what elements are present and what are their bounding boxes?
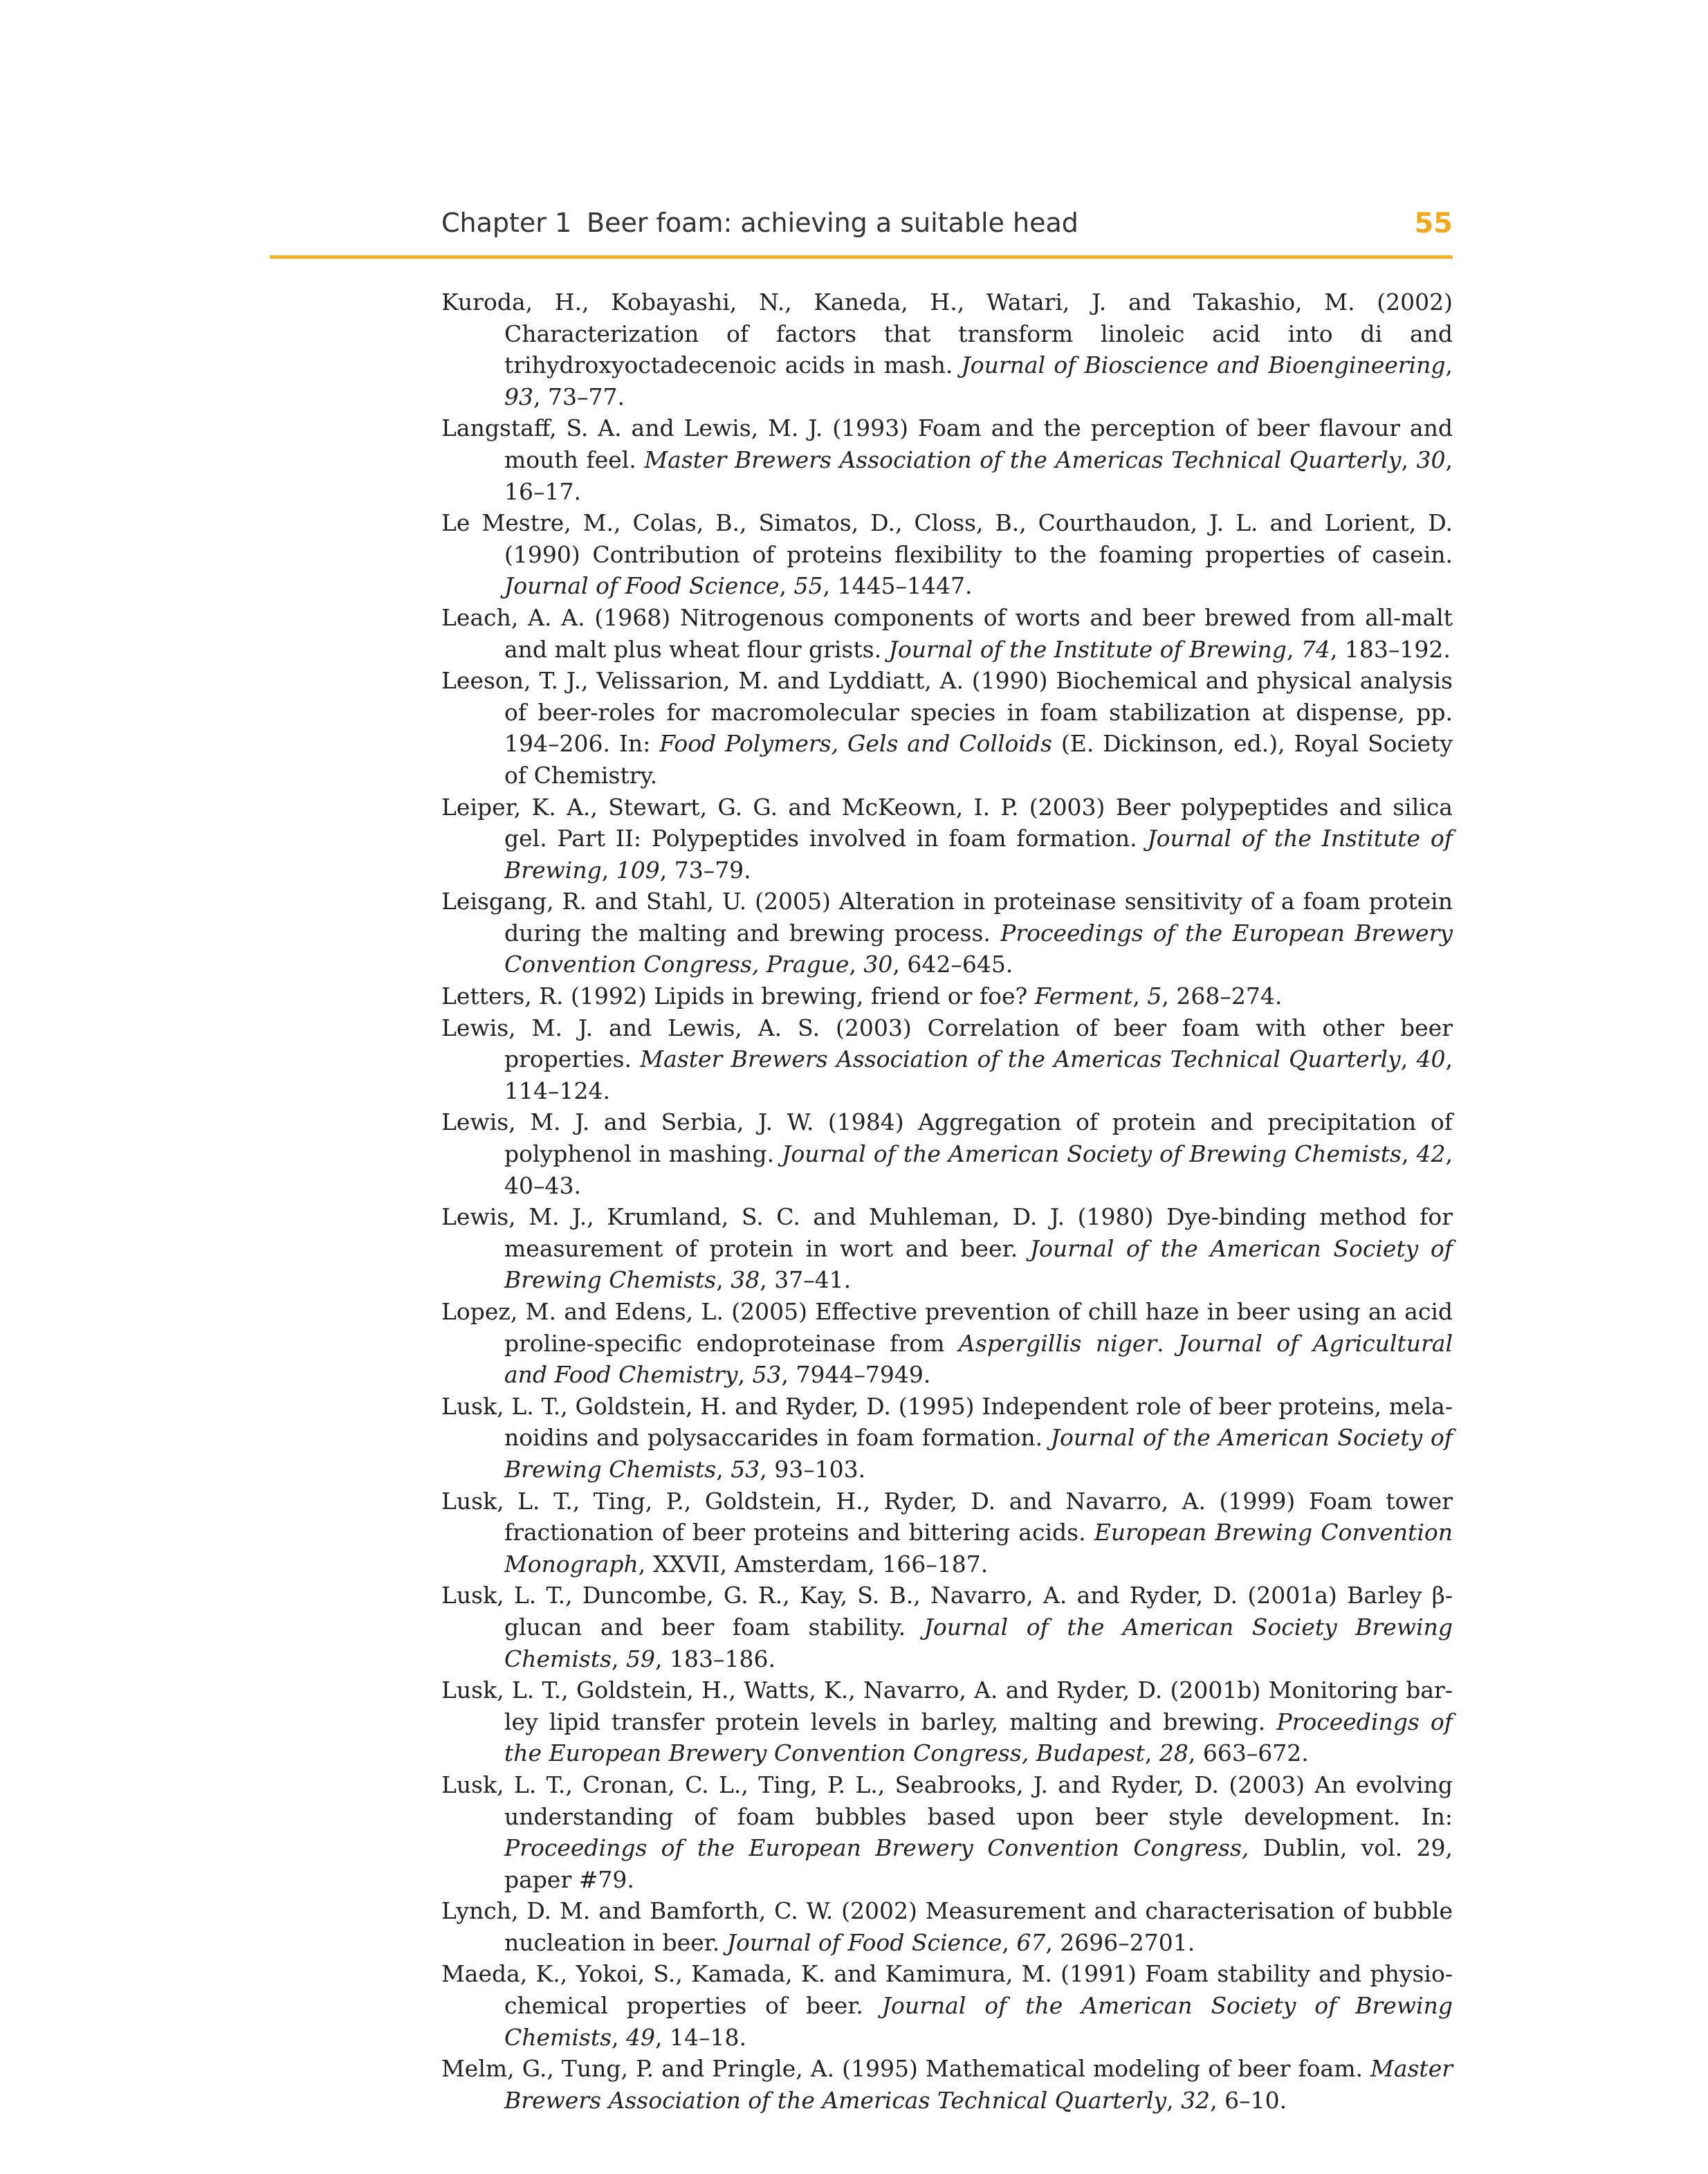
reference-item: Lusk, L. T., Goldstein, H., Watts, K., Navarro, A. and Ryder, D. (2001b) Monitoring barley lipid transfer protein levels in barley, malting and brewing. Proceedings of the European Brewery Convention Congress, Budapest, 28, 663–672. bbox=[441, 1677, 1453, 1767]
reference-item: Lewis, M. J., Krumland, S. C. and Muhleman, D. J. (1980) Dye-binding method for measurement of protein in wort and beer. Journal of the American Society of Brewing Chemists, 38, 37–41. bbox=[441, 1203, 1453, 1294]
reference-item: Melm, G., Tung, P. and Pringle, A. (1995) Mathematical modeling of beer foam. Master Brewers Association of the Americas Technical Quarterly, 32, 6–10. bbox=[441, 2055, 1453, 2114]
reference-list bbox=[441, 286, 1453, 2116]
reference-item: Lusk, L. T., Cronan, C. L., Ting, P. L., Seabrooks, J. and Ryder, D. (2003) An evolving understanding of foam bubbles based upon beer style development. In: Proceedings of the European Brewery Convention Congress, Dublin, vol. 29, paper #79. bbox=[441, 1771, 1453, 1893]
reference-item: Leeson, T. J., Velissarion, M. and Lyddiatt, A. (1990) Biochemical and physical analysis of beer-roles for macromolecular species in foam stabilization at dispense, pp. 194–206. In: Food Polymers, Gels and Colloids (E. Dickinson, ed.), Royal Society of Chemistry. bbox=[441, 667, 1453, 789]
reference-item: Le Mestre, M., Colas, B., Simatos, D., Closs, B., Courthaudon, J. L. and Lorient, D. (1990) Contribution of proteins flexibility to the foaming properties of casein. Journal of Food Science, 55, 1445–1447. bbox=[441, 509, 1453, 600]
reference-item: Kuroda, H., Kobayashi, N., Kaneda, H., Watari, J. and Takashio, M. (2002) Characterization of factors that transform linoleic acid into di and trihydroxyoctadecenoic acids in mash. Journal of Bioscience and Bioengineering, 93, 73–77. bbox=[441, 289, 1453, 410]
running-header bbox=[441, 205, 1453, 245]
reference-item: Lusk, L. T., Goldstein, H. and Ryder, D. (1995) Independent role of beer proteins, melanoidins and polysaccarides in foam formation. Journal of the American Society of Brewing Chemists, 53, 93–103. bbox=[441, 1392, 1453, 1483]
reference-item: Leach, A. A. (1968) Nitrogenous components of worts and beer brewed from all-malt and malt plus wheat flour grists. Journal of the Institute of Brewing, 74, 183–192. bbox=[441, 603, 1453, 663]
reference-item: Lewis, M. J. and Lewis, A. S. (2003) Correlation of beer foam with other beer properties. Master Brewers Association of the Americas Technical Quarterly, 40, 114–124. bbox=[441, 1014, 1453, 1104]
reference-item: Lusk, L. T., Ting, P., Goldstein, H., Ryder, D. and Navarro, A. (1999) Foam tower fractionation of beer proteins and bittering acids. European Brewing Convention Monograph, XXVII, Amsterdam, 166–187. bbox=[441, 1487, 1453, 1578]
reference-item: Lynch, D. M. and Bamforth, C. W. (2002) Measurement and characterisation of bubble nucleation in beer. Journal of Food Science, 67, 2696–2701. bbox=[441, 1897, 1453, 1956]
reference-item: Lopez, M. and Edens, L. (2005) Effective prevention of chill haze in beer using an acid proline-specific endoproteinase from Aspergillis niger. Journal of Agricultural and Food Chemistry, 53, 7944–7949. bbox=[441, 1298, 1453, 1389]
reference-item: Langstaff, S. A. and Lewis, M. J. (1993) Foam and the perception of beer flavour and mouth feel. Master Brewers Association of the Americas Technical Quarterly, 30, 16–17. bbox=[441, 414, 1453, 505]
chapter-title: Beer foam: achieving a suitable head bbox=[587, 208, 1078, 238]
reference-item: Lewis, M. J. and Serbia, J. W. (1984) Aggregation of protein and precipitation of polyphenol in mashing. Journal of the American Society of Brewing Chemists, 42, 40–43. bbox=[441, 1108, 1453, 1199]
reference-item: Lusk, L. T., Duncombe, G. R., Kay, S. B., Navarro, A. and Ryder, D. (2001a) Barley β-glucan and beer foam stability. Journal of the American Society Brewing Chemists, 59, 183–186. bbox=[441, 1582, 1453, 1672]
chapter-label: Chapter 1 bbox=[441, 208, 572, 238]
page-number: 55 bbox=[1414, 208, 1453, 239]
reference-item: Maeda, K., Yokoi, S., Kamada, K. and Kamimura, M. (1991) Foam stability and physiochemical properties of beer. Journal of the American Society of Brewing Chemists, 49, 14–18. bbox=[441, 1960, 1453, 2051]
reference-item: Leiper, K. A., Stewart, G. G. and McKeown, I. P. (2003) Beer polypeptides and silica gel. Part II: Polypeptides involved in foam formation. Journal of the Institute of Brewing, 109, 73–79. bbox=[441, 793, 1453, 884]
header-rule bbox=[270, 255, 1453, 259]
reference-item: Letters, R. (1992) Lipids in brewing, friend or foe? Ferment, 5, 268–274. bbox=[441, 983, 1283, 1010]
reference-item: Leisgang, R. and Stahl, U. (2005) Alteration in proteinase sensitivity of a foam protein during the malting and brewing process. Proceedings of the European Brewery Convention Congress, Prague, 30, 642–645. bbox=[441, 888, 1453, 978]
